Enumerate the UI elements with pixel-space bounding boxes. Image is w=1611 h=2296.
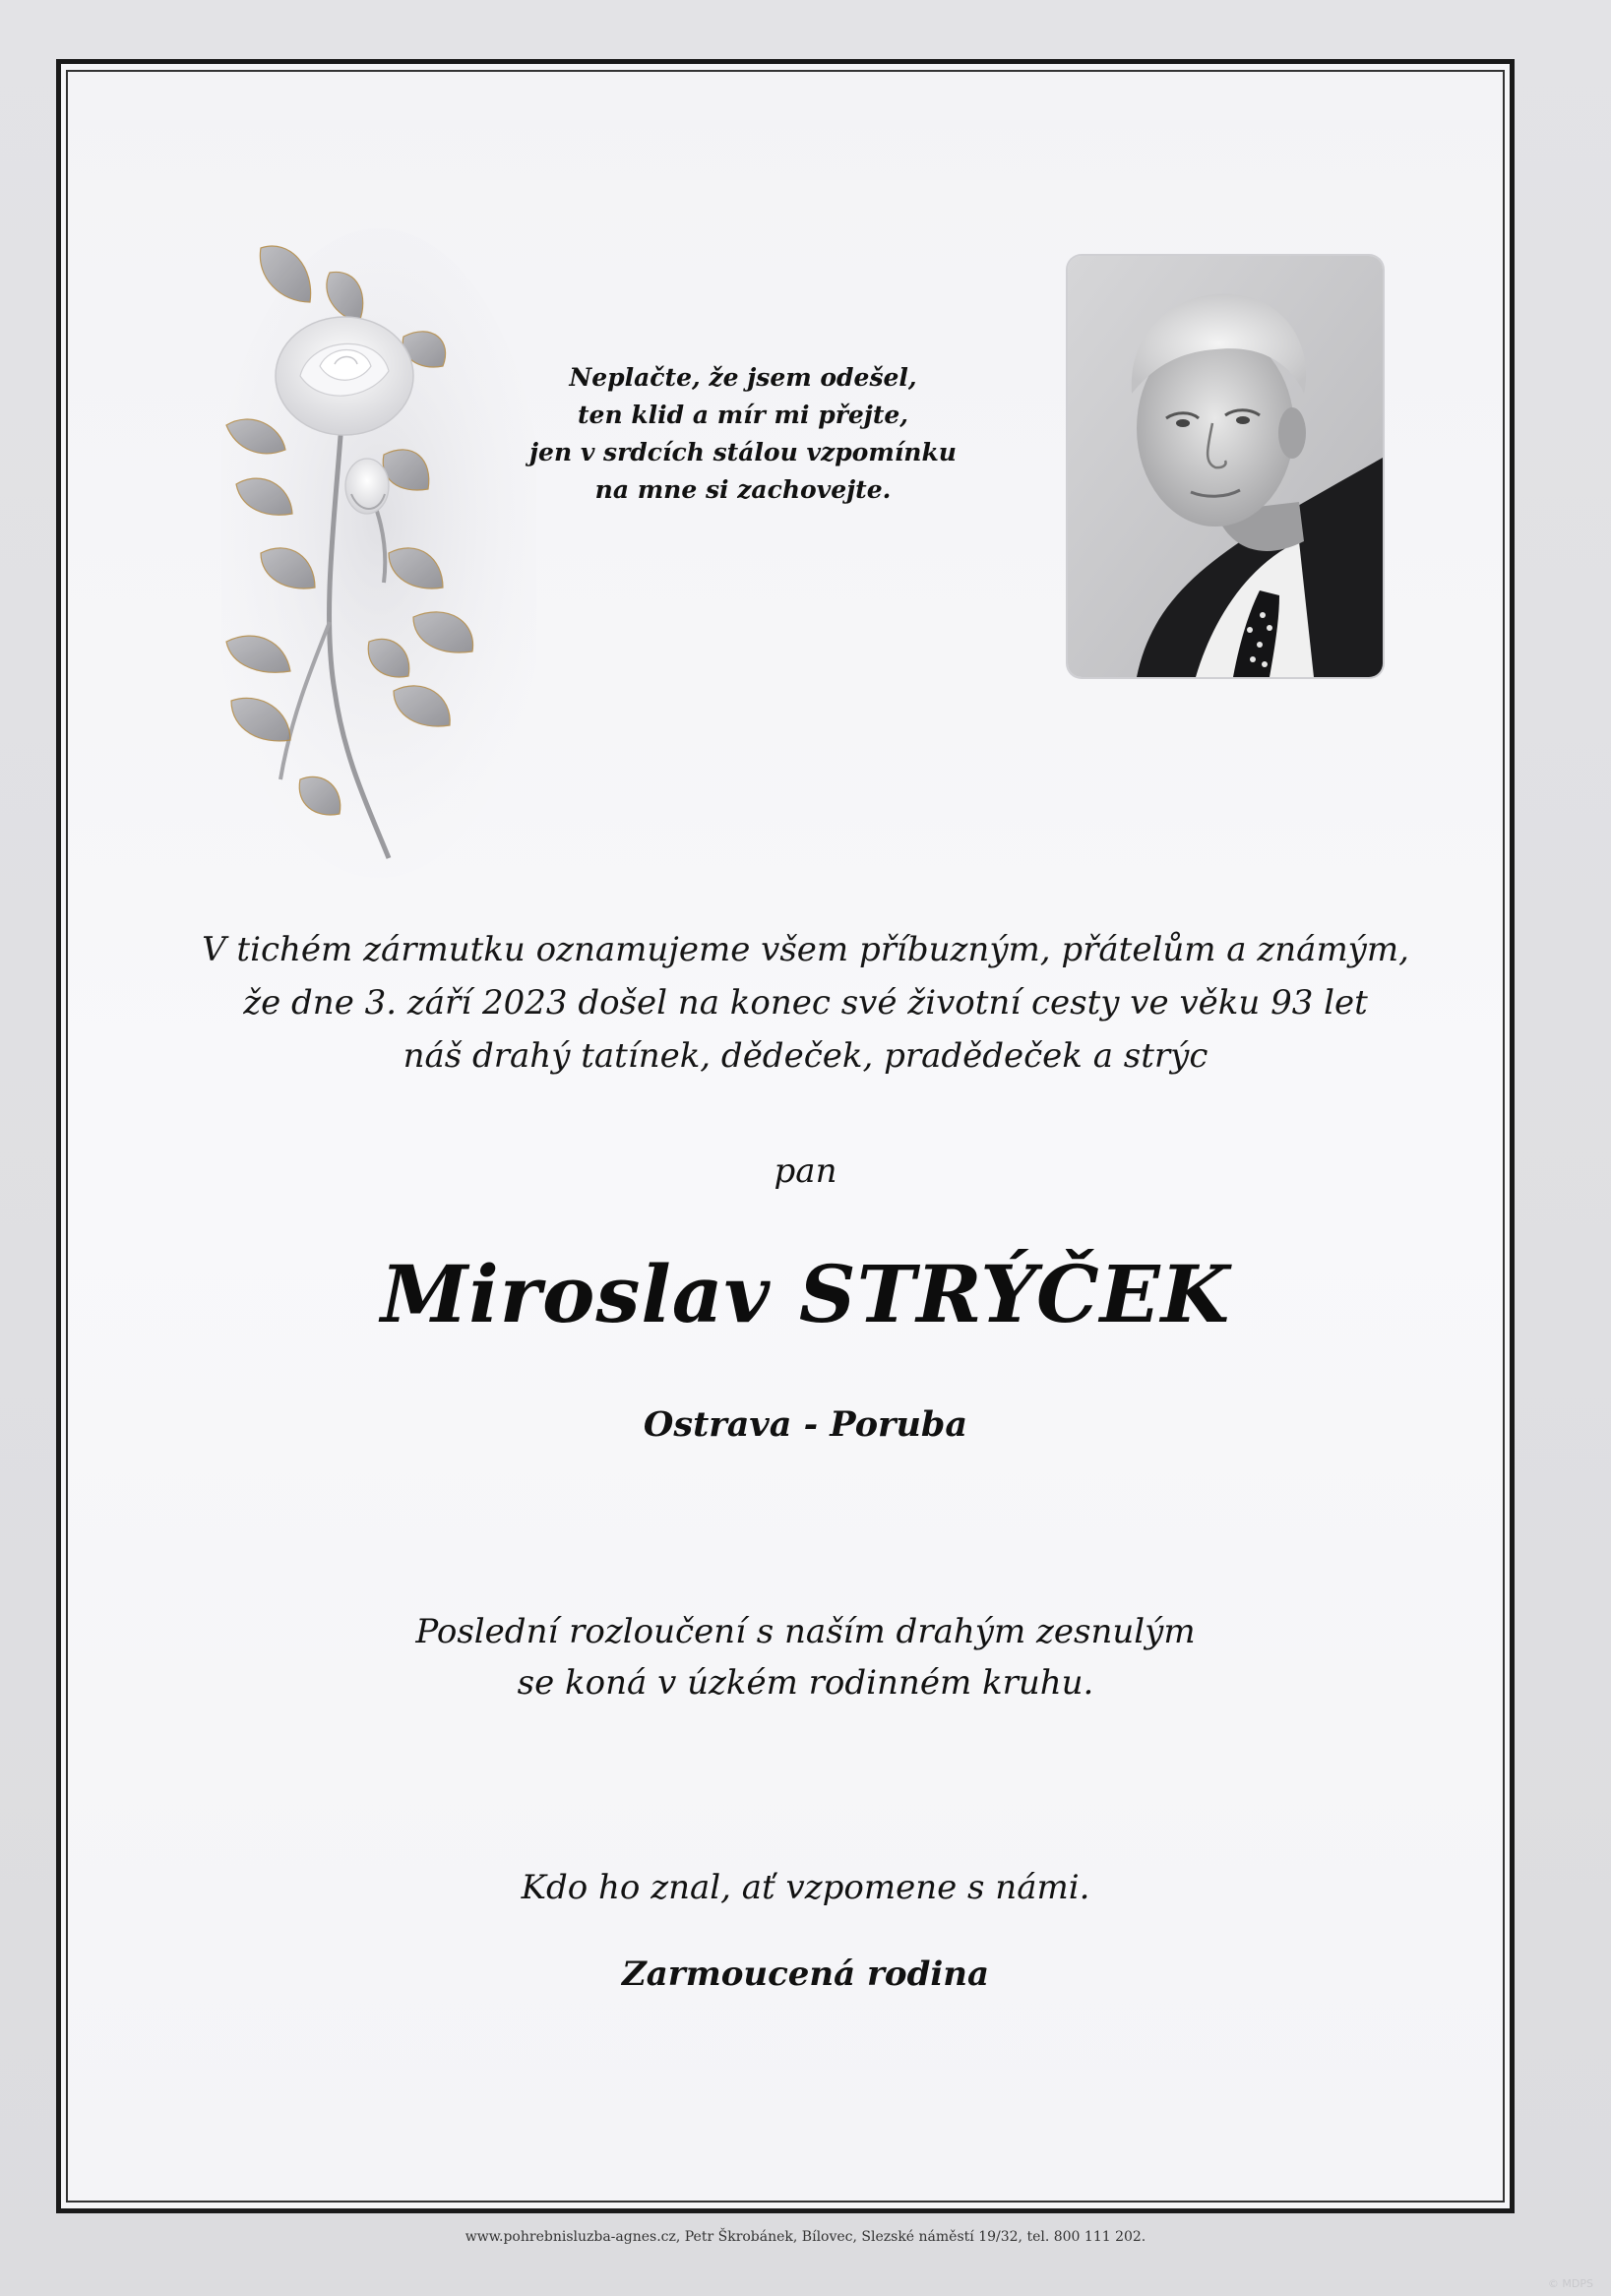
honorific: pan [774, 1151, 837, 1191]
farewell-line: se koná v úzkém rodinném kruhu. [517, 1663, 1094, 1703]
rose-icon [221, 228, 536, 878]
announcement-line: náš drahý tatínek, dědeček, pradědeček a strýc [403, 1036, 1208, 1076]
farewell-line: Poslední rozloučení s naším drahým zesnulým [415, 1612, 1196, 1651]
remembrance-text: Kdo ho znal, ať vzpomene s námi. [521, 1868, 1090, 1907]
deceased-name: Miroslav STRÝČEK [380, 1248, 1231, 1340]
poem-line: na mne si zachovejte. [594, 475, 892, 504]
funeral-service-footer: www.pohrebnisluzba-agnes.cz, Petr Škrobánek, Bílovec, Slezské náměstí 19/32, tel. 800 111 202. [465, 2229, 1146, 2245]
announcement-text [0, 923, 1611, 1083]
portrait-icon [1068, 256, 1383, 677]
watermark: © MDPS [1547, 2277, 1593, 2290]
portrait-photo [1068, 256, 1383, 677]
announcement-line: že dne 3. září 2023 došel na konec své životní cesty ve věku 93 let [243, 983, 1368, 1023]
residence-place: Ostrava - Poruba [643, 1404, 968, 1445]
farewell-text [0, 1606, 1611, 1708]
announcement-line: V tichém zármutku oznamujeme všem příbuzným, přátelům a známým, [202, 930, 1409, 969]
poem-line: ten klid a mír mi přejte, [578, 401, 908, 429]
poem [512, 359, 974, 509]
poem-line: Neplačte, že jsem odešel, [569, 363, 917, 392]
family-signature: Zarmoucená rodina [621, 1955, 990, 1994]
poem-line: jen v srdcích stálou vzpomínku [529, 438, 957, 466]
rose-illustration [221, 228, 536, 878]
